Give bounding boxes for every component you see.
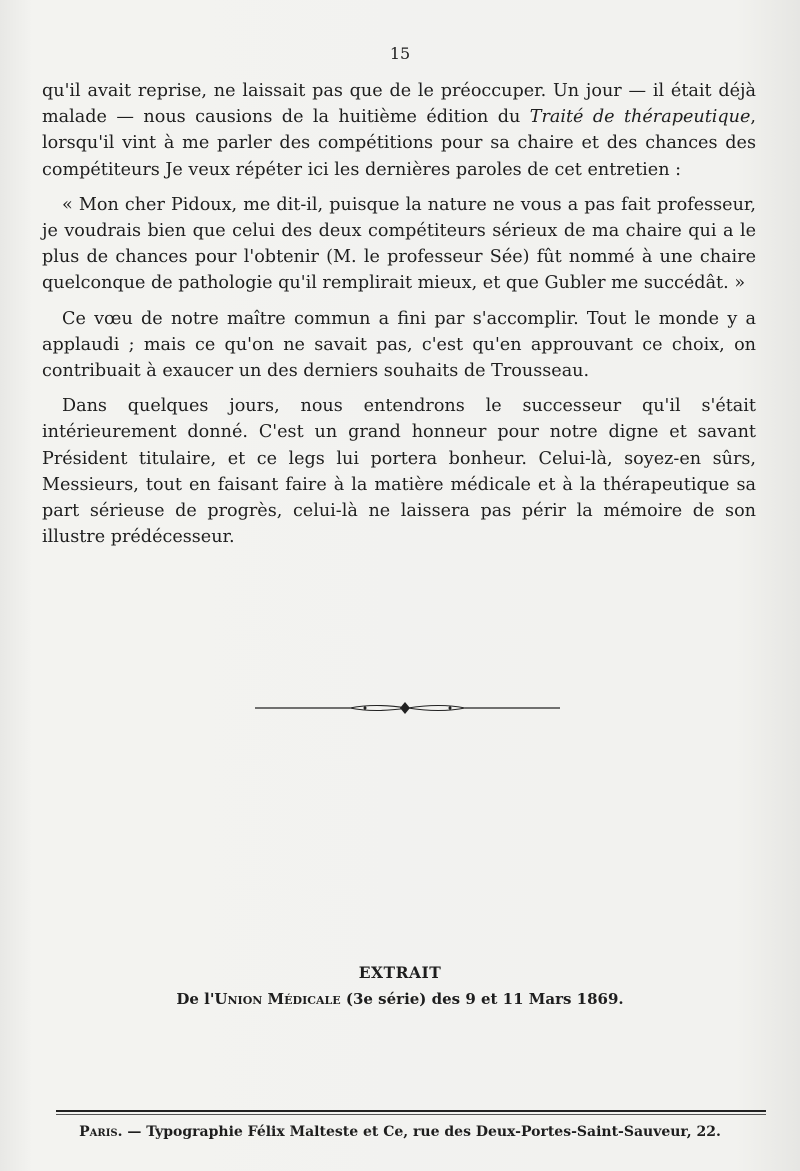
book-title: Traité de thérapeutique [529, 107, 751, 128]
printer-imprint [0, 1124, 800, 1140]
extrait-source-suffix: (3e série) des 9 et 11 Mars 1869. [340, 990, 624, 1008]
footer-rule [56, 1110, 766, 1112]
page-number: 15 [389, 44, 411, 63]
journal-name: Union Médicale [214, 990, 341, 1008]
ornamental-divider [255, 699, 560, 717]
paragraph-2: « Mon cher Pidoux, me dit-il, puisque la nature ne vous a pas fait professeur, je voudrais bien que celui des deux compétiteurs sérieux de ma chaire qui a le plus de chances pour l'obtenir (M. le professeur Sée) fût nommé à une chaire quelconque de pathologie qu'il remplirait mieux, et que Gubler me succédât. » [42, 194, 756, 294]
extrait-source [0, 990, 800, 1008]
paragraph-1 [42, 78, 756, 183]
footer-rule-thin [56, 1114, 766, 1115]
extrait-title: EXTRAIT [358, 963, 442, 982]
paragraph-3: Ce vœu de notre maître commun a fini par s'accomplir. Tout le monde y a applaudi ; mais ce qu'on ne savait pas, c'est qu'en approuvant ce choix, on contribuait à exaucer un des derniers souhaits de Trousseau. [42, 308, 756, 382]
imprint-city: Paris. [79, 1124, 123, 1140]
body-text [42, 78, 756, 559]
paragraph-1-text-end: , lorsqu'il vint à me parler des compétitions pour sa chaire et des chances des compétiteurs Je veux répéter ici les dernières paroles de cet entretien : [42, 107, 756, 180]
extrait-source-prefix: De l' [176, 990, 215, 1008]
imprint-text: — Typographie Félix Malteste et Ce, rue des Deux-Portes-Saint-Sauveur, 22. [122, 1124, 721, 1140]
paragraph-1-text-start: qu'il avait reprise, ne laissait pas que de le préoccuper. Un jour — il était déjà malade — nous causions de la huitième édition du [42, 81, 756, 128]
paragraph-4: Dans quelques jours, nous entendrons le successeur qu'il s'était intérieurement donné. C'est un grand honneur pour notre digne et savant Président titulaire, et ce legs lui portera bonheur. Celui-là, soyez-en sûrs, Messieurs, tout en faisant faire à la matière médicale et à la thérapeutique sa part sérieuse de progrès, celui-là ne laissera pas périr la mémoire de son illustre prédécesseur. [42, 396, 756, 548]
